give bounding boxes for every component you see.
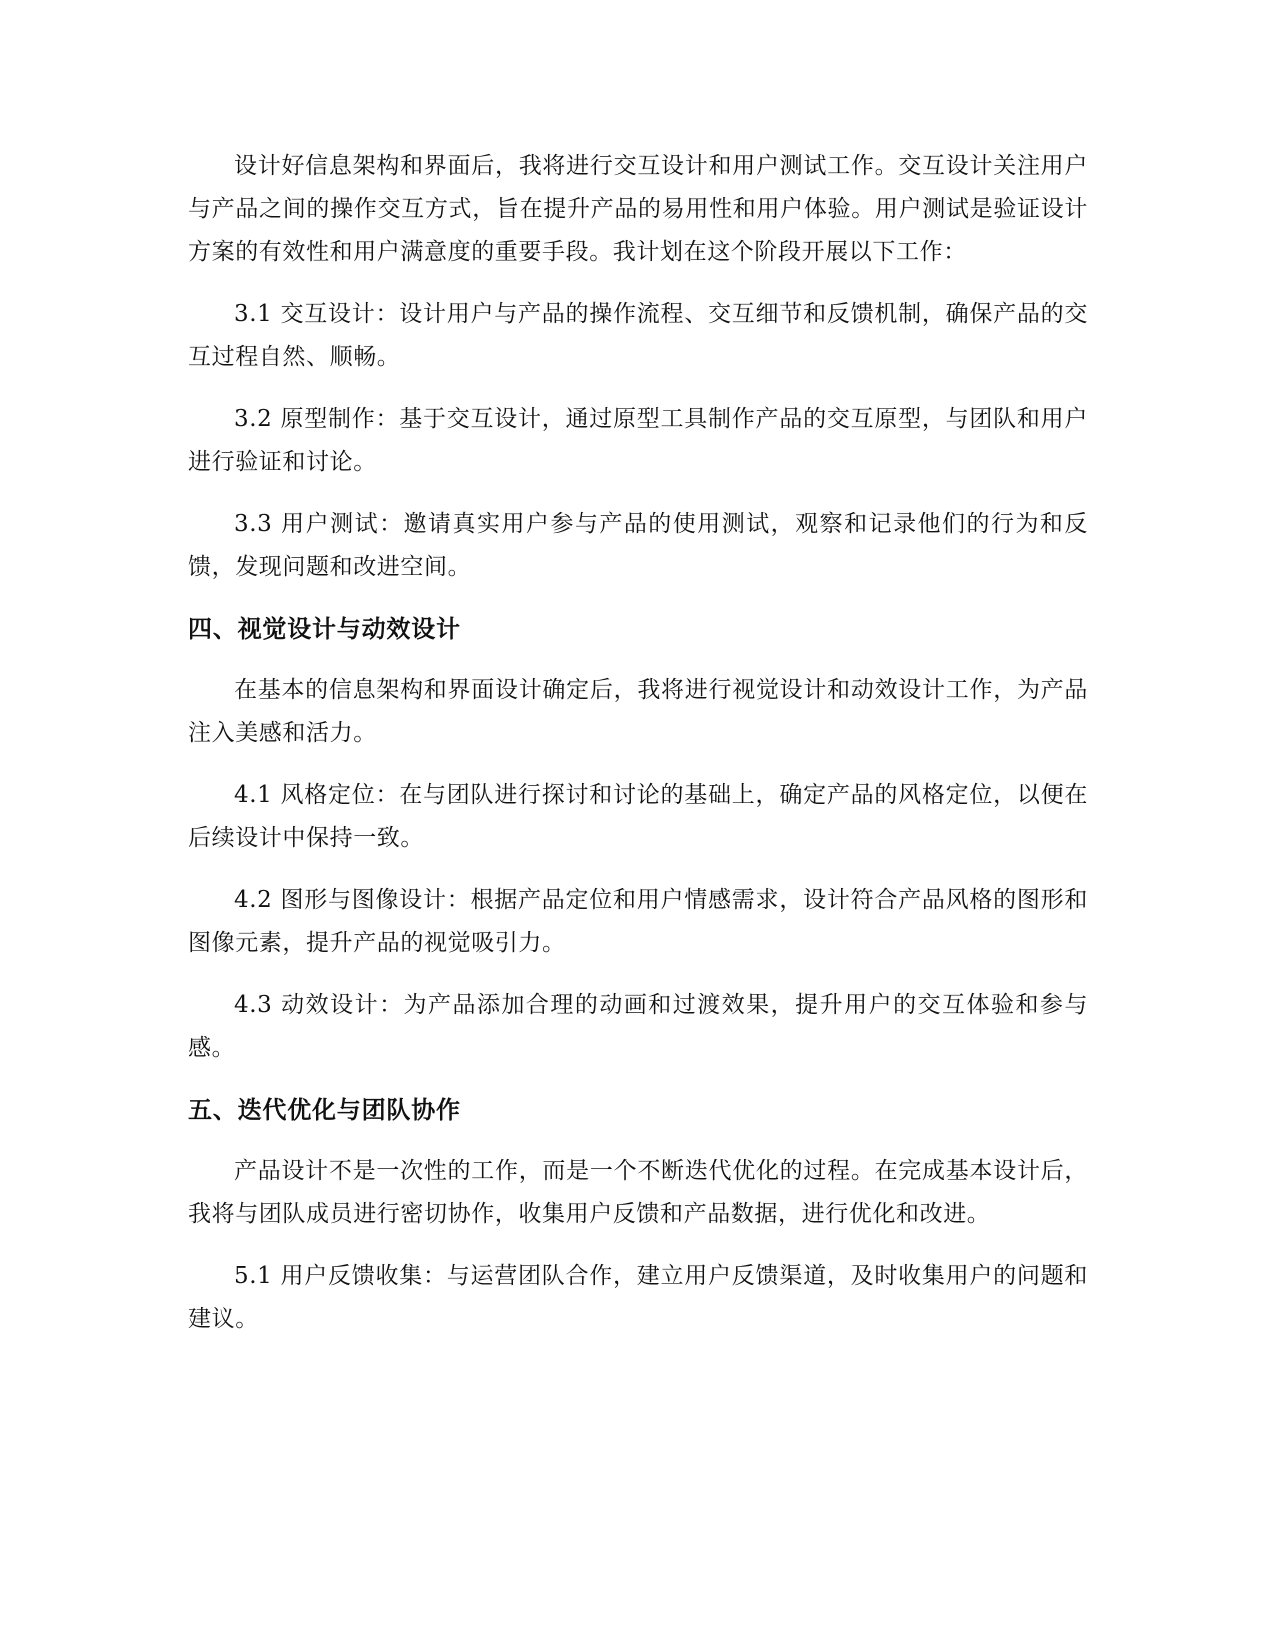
section-heading-iteration-collaboration: 五、迭代优化与团队协作 bbox=[188, 1096, 461, 1124]
intro-paragraph-visual-design: 在基本的信息架构和界面设计确定后，我将进行视觉设计和动效设计工作，为产品注入美感和活力。 bbox=[188, 677, 1088, 746]
item-3-2-prototyping: 3.2 原型制作：基于交互设计，通过原型工具制作产品的交互原型，与团队和用户进行验证和讨论。 bbox=[188, 406, 1088, 475]
item-5-1-feedback-collection: 5.1 用户反馈收集：与运营团队合作，建立用户反馈渠道，及时收集用户的问题和建议。 bbox=[188, 1263, 1088, 1332]
item-4-2-graphic-image-design: 4.2 图形与图像设计：根据产品定位和用户情感需求，设计符合产品风格的图形和图像元素，提升产品的视觉吸引力。 bbox=[188, 887, 1088, 956]
intro-paragraph-interaction-testing: 设计好信息架构和界面后，我将进行交互设计和用户测试工作。交互设计关注用户与产品之间的操作交互方式，旨在提升产品的易用性和用户体验。用户测试是验证设计方案的有效性和用户满意度的重要手段。我计划在这个阶段开展以下工作： bbox=[188, 153, 1088, 265]
document-body bbox=[188, 145, 1088, 1360]
item-3-3-user-testing: 3.3 用户测试：邀请真实用户参与产品的使用测试，观察和记录他们的行为和反馈，发现问题和改进空间。 bbox=[188, 511, 1088, 580]
intro-paragraph-iteration: 产品设计不是一次性的工作，而是一个不断迭代优化的过程。在完成基本设计后，我将与团队成员进行密切协作，收集用户反馈和产品数据，进行优化和改进。 bbox=[188, 1158, 1088, 1227]
item-4-3-motion-design: 4.3 动效设计：为产品添加合理的动画和过渡效果，提升用户的交互体验和参与感。 bbox=[188, 992, 1088, 1061]
item-4-1-style-positioning: 4.1 风格定位：在与团队进行探讨和讨论的基础上，确定产品的风格定位，以便在后续设计中保持一致。 bbox=[188, 782, 1088, 851]
item-3-1-interaction-design: 3.1 交互设计：设计用户与产品的操作流程、交互细节和反馈机制，确保产品的交互过程自然、顺畅。 bbox=[188, 301, 1088, 370]
section-heading-visual-motion-design: 四、视觉设计与动效设计 bbox=[188, 615, 461, 643]
